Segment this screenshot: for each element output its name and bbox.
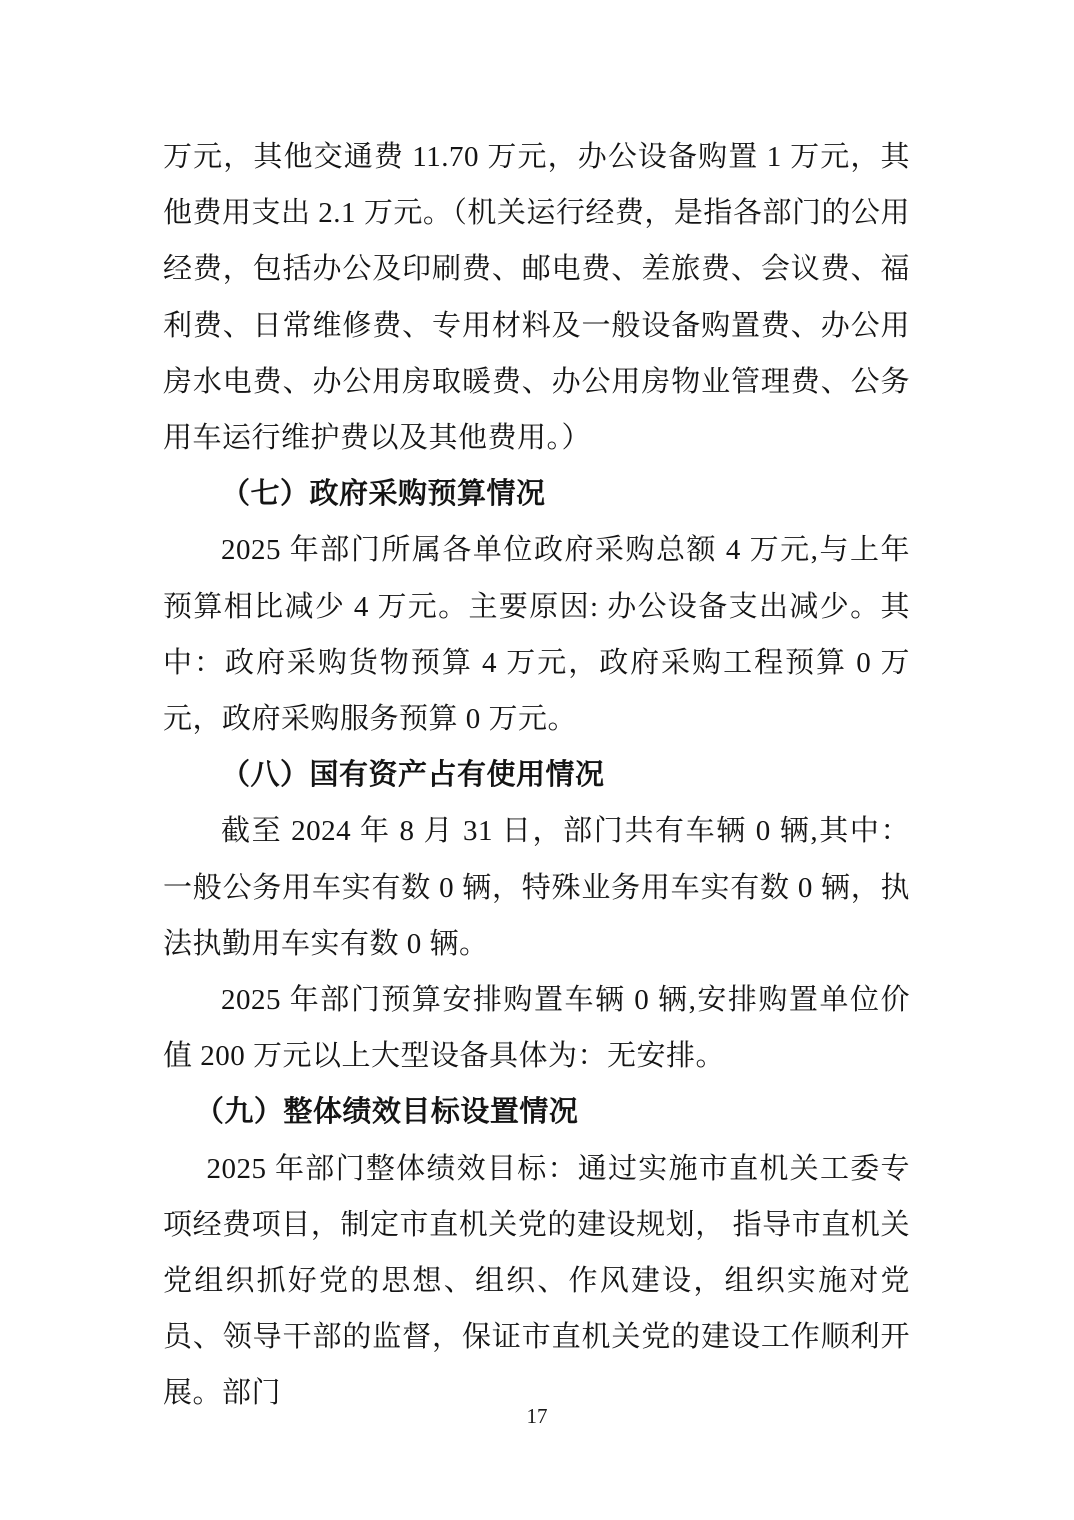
section-7-paragraph: 2025 年部门所属各单位政府采购总额 4 万元,与上年预算相比减少 4 万元。主要原因: 办公设备支出减少。其中：政府采购货物预算 4 万元，政府采购工程预算 0 万元，政府采购服务预算 0 万元。 [163, 534, 910, 736]
section-8-paragraph-1: 截至 2024 年 8 月 31 日，部门共有车辆 0 辆,其中：一般公务用车实有数 0 辆，特殊业务用车实有数 0 辆，执法执勤用车实有数 0 辆。 [163, 815, 910, 960]
section-8-paragraph-2: 2025 年部门预算安排购置车辆 0 辆,安排购置单位价值 200 万元以上大型设备具体为：无安排。 [163, 984, 910, 1073]
section-7-heading: （七）政府采购预算情况 [221, 478, 546, 511]
section-8-heading: （八）国有资产占有使用情况 [221, 759, 605, 792]
page-number: 17 [526, 1404, 548, 1428]
section-9-heading: （九）整体绩效目标设置情况 [194, 1096, 579, 1129]
document-body [163, 129, 910, 1422]
section-9-paragraph: 2025 年部门整体绩效目标：通过实施市直机关工委专项经费项目，制定市直机关党的建设规划， 指导市直机关党组织抓好党的思想、组织、作风建设，组织实施对党员、领导干部的监督，保证市直机关党的建设工作顺利开展。部门 [163, 1152, 910, 1410]
continuation-paragraph: 万元，其他交通费 11.70 万元，办公设备购置 1 万元，其他费用支出 2.1 万元。（机关运行经费，是指各部门的公用经费，包括办公及印刷费、邮电费、差旅费、会议费、福利费、日常维修费、专用材料及一般设备购置费、办公用房水电费、办公用房取暖费、办公用房物业管理费、公务用车运行维护费以及其他费用。） [163, 141, 910, 455]
